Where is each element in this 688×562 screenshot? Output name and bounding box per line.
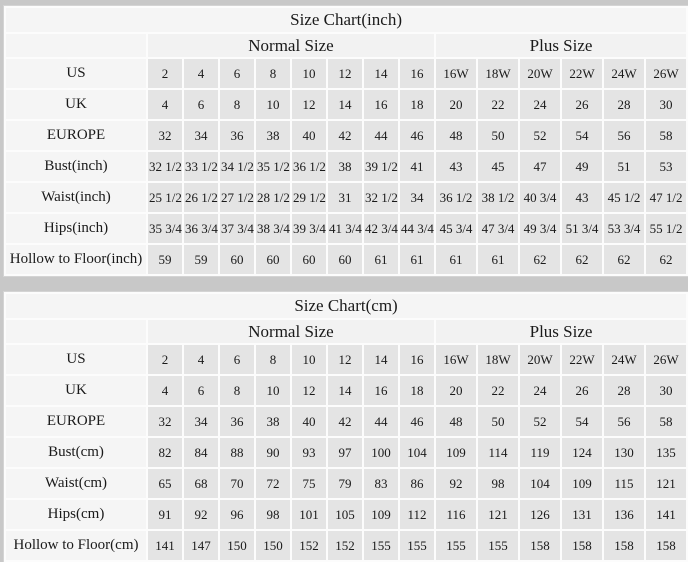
data-cell: 51 3/4	[562, 214, 602, 243]
data-cell: 14	[328, 376, 362, 405]
data-cell: 152	[292, 531, 326, 560]
table-row	[6, 152, 686, 181]
data-cell: 36	[220, 407, 254, 436]
data-cell: 54	[562, 407, 602, 436]
data-cell: 47 1/2	[646, 183, 686, 212]
size-chart-inch-table	[4, 6, 688, 276]
table-row	[6, 183, 686, 212]
data-cell: 26	[562, 90, 602, 119]
table-row	[6, 376, 686, 405]
size-chart-cm	[4, 292, 682, 562]
table-row	[6, 345, 686, 374]
data-cell: 40 3/4	[520, 183, 560, 212]
data-cell: 58	[646, 407, 686, 436]
data-cell: 43	[562, 183, 602, 212]
row-label: Hips(cm)	[6, 500, 146, 529]
data-cell: 79	[328, 469, 362, 498]
data-cell: 40	[292, 407, 326, 436]
data-cell: 20W	[520, 59, 560, 88]
data-cell: 38	[256, 407, 290, 436]
data-cell: 115	[604, 469, 644, 498]
data-cell: 68	[184, 469, 218, 498]
data-cell: 136	[604, 500, 644, 529]
data-cell: 50	[478, 121, 518, 150]
data-cell: 65	[148, 469, 182, 498]
data-cell: 18W	[478, 59, 518, 88]
data-cell: 34 1/2	[220, 152, 254, 181]
data-cell: 39 3/4	[292, 214, 326, 243]
data-cell: 36 3/4	[184, 214, 218, 243]
data-cell: 59	[148, 245, 182, 274]
chart-title: Size Chart(cm)	[6, 294, 686, 318]
data-cell: 105	[328, 500, 362, 529]
data-cell: 12	[328, 59, 362, 88]
data-cell: 14	[364, 345, 398, 374]
row-label: Waist(inch)	[6, 183, 146, 212]
data-cell: 6	[184, 90, 218, 119]
data-cell: 59	[184, 245, 218, 274]
data-cell: 37 3/4	[220, 214, 254, 243]
data-cell: 38	[328, 152, 362, 181]
table-row	[6, 531, 686, 560]
data-cell: 44	[364, 407, 398, 436]
data-cell: 60	[220, 245, 254, 274]
data-cell: 49	[562, 152, 602, 181]
row-label: US	[6, 59, 146, 88]
data-cell: 104	[400, 438, 434, 467]
data-cell: 45 1/2	[604, 183, 644, 212]
data-cell: 155	[478, 531, 518, 560]
data-cell: 141	[148, 531, 182, 560]
data-cell: 39 1/2	[364, 152, 398, 181]
data-cell: 16W	[436, 59, 476, 88]
corner-cell	[6, 320, 146, 343]
data-cell: 16W	[436, 345, 476, 374]
data-cell: 12	[328, 345, 362, 374]
data-cell: 130	[604, 438, 644, 467]
data-cell: 36 1/2	[292, 152, 326, 181]
row-label: Bust(inch)	[6, 152, 146, 181]
data-cell: 33 1/2	[184, 152, 218, 181]
data-cell: 4	[148, 376, 182, 405]
data-cell: 4	[184, 59, 218, 88]
data-cell: 26 1/2	[184, 183, 218, 212]
data-cell: 44	[364, 121, 398, 150]
data-cell: 34	[400, 183, 434, 212]
data-cell: 4	[184, 345, 218, 374]
data-cell: 56	[604, 121, 644, 150]
table-row	[6, 59, 686, 88]
row-label: Waist(cm)	[6, 469, 146, 498]
data-cell: 47 3/4	[478, 214, 518, 243]
data-cell: 30	[646, 90, 686, 119]
row-label: UK	[6, 376, 146, 405]
data-cell: 35 3/4	[148, 214, 182, 243]
data-cell: 112	[400, 500, 434, 529]
data-cell: 158	[520, 531, 560, 560]
data-cell: 44 3/4	[400, 214, 434, 243]
data-cell: 104	[520, 469, 560, 498]
data-cell: 155	[436, 531, 476, 560]
data-cell: 41	[400, 152, 434, 181]
data-cell: 10	[256, 376, 290, 405]
table-row	[6, 469, 686, 498]
data-cell: 12	[292, 376, 326, 405]
data-cell: 83	[364, 469, 398, 498]
data-cell: 20	[436, 376, 476, 405]
data-cell: 30	[646, 376, 686, 405]
data-cell: 42 3/4	[364, 214, 398, 243]
data-cell: 98	[256, 500, 290, 529]
data-cell: 55 1/2	[646, 214, 686, 243]
group-header-normal-size: Normal Size	[148, 320, 434, 343]
row-label: US	[6, 345, 146, 374]
data-cell: 86	[400, 469, 434, 498]
data-cell: 61	[478, 245, 518, 274]
data-cell: 6	[220, 59, 254, 88]
row-label: EUROPE	[6, 121, 146, 150]
group-header-normal-size: Normal Size	[148, 34, 434, 57]
data-cell: 48	[436, 121, 476, 150]
data-cell: 8	[256, 345, 290, 374]
data-cell: 2	[148, 59, 182, 88]
data-cell: 121	[478, 500, 518, 529]
data-cell: 53	[646, 152, 686, 181]
data-cell: 72	[256, 469, 290, 498]
data-cell: 92	[184, 500, 218, 529]
data-cell: 20	[436, 90, 476, 119]
data-cell: 158	[646, 531, 686, 560]
row-label: Hollow to Floor(cm)	[6, 531, 146, 560]
data-cell: 155	[364, 531, 398, 560]
data-cell: 8	[220, 90, 254, 119]
data-cell: 18	[400, 90, 434, 119]
data-cell: 75	[292, 469, 326, 498]
data-cell: 88	[220, 438, 254, 467]
data-cell: 54	[562, 121, 602, 150]
data-cell: 124	[562, 438, 602, 467]
table-row	[6, 438, 686, 467]
table-row	[6, 500, 686, 529]
data-cell: 62	[520, 245, 560, 274]
data-cell: 126	[520, 500, 560, 529]
data-cell: 10	[292, 59, 326, 88]
data-cell: 98	[478, 469, 518, 498]
data-cell: 41 3/4	[328, 214, 362, 243]
data-cell: 109	[436, 438, 476, 467]
data-cell: 38 1/2	[478, 183, 518, 212]
data-cell: 52	[520, 121, 560, 150]
data-cell: 12	[292, 90, 326, 119]
data-cell: 32 1/2	[364, 183, 398, 212]
data-cell: 158	[604, 531, 644, 560]
data-cell: 10	[292, 345, 326, 374]
data-cell: 97	[328, 438, 362, 467]
data-cell: 36 1/2	[436, 183, 476, 212]
data-cell: 114	[478, 438, 518, 467]
data-cell: 8	[256, 59, 290, 88]
data-cell: 49 3/4	[520, 214, 560, 243]
data-cell: 42	[328, 407, 362, 436]
data-cell: 22W	[562, 345, 602, 374]
data-cell: 38 3/4	[256, 214, 290, 243]
data-cell: 62	[562, 245, 602, 274]
data-cell: 34	[184, 407, 218, 436]
data-cell: 60	[328, 245, 362, 274]
data-cell: 27 1/2	[220, 183, 254, 212]
data-cell: 2	[148, 345, 182, 374]
data-cell: 8	[220, 376, 254, 405]
chart-title: Size Chart(inch)	[6, 8, 686, 32]
data-cell: 62	[604, 245, 644, 274]
data-cell: 96	[220, 500, 254, 529]
data-cell: 155	[400, 531, 434, 560]
data-cell: 150	[256, 531, 290, 560]
data-cell: 43	[436, 152, 476, 181]
data-cell: 82	[148, 438, 182, 467]
data-cell: 24W	[604, 59, 644, 88]
data-cell: 84	[184, 438, 218, 467]
table-row	[6, 407, 686, 436]
data-cell: 48	[436, 407, 476, 436]
data-cell: 31	[328, 183, 362, 212]
data-cell: 26W	[646, 59, 686, 88]
row-label: Hips(inch)	[6, 214, 146, 243]
data-cell: 16	[364, 376, 398, 405]
table-row	[6, 90, 686, 119]
data-cell: 121	[646, 469, 686, 498]
size-chart-inch	[4, 6, 682, 276]
data-cell: 51	[604, 152, 644, 181]
data-cell: 34	[184, 121, 218, 150]
data-cell: 22	[478, 376, 518, 405]
data-cell: 46	[400, 121, 434, 150]
data-cell: 25 1/2	[148, 183, 182, 212]
data-cell: 101	[292, 500, 326, 529]
data-cell: 38	[256, 121, 290, 150]
data-cell: 46	[400, 407, 434, 436]
data-cell: 58	[646, 121, 686, 150]
data-cell: 119	[520, 438, 560, 467]
row-label: UK	[6, 90, 146, 119]
data-cell: 24W	[604, 345, 644, 374]
data-cell: 42	[328, 121, 362, 150]
data-cell: 32	[148, 121, 182, 150]
data-cell: 100	[364, 438, 398, 467]
table-row	[6, 245, 686, 274]
row-label: Bust(cm)	[6, 438, 146, 467]
data-cell: 28 1/2	[256, 183, 290, 212]
data-cell: 61	[400, 245, 434, 274]
data-cell: 28	[604, 376, 644, 405]
data-cell: 50	[478, 407, 518, 436]
data-cell: 6	[184, 376, 218, 405]
data-cell: 47	[520, 152, 560, 181]
data-cell: 53 3/4	[604, 214, 644, 243]
data-cell: 6	[220, 345, 254, 374]
table-row	[6, 121, 686, 150]
data-cell: 147	[184, 531, 218, 560]
data-cell: 26W	[646, 345, 686, 374]
data-cell: 26	[562, 376, 602, 405]
data-cell: 61	[364, 245, 398, 274]
data-cell: 24	[520, 376, 560, 405]
data-cell: 22W	[562, 59, 602, 88]
table-row	[6, 214, 686, 243]
data-cell: 45 3/4	[436, 214, 476, 243]
data-cell: 18	[400, 376, 434, 405]
group-header-plus-size: Plus Size	[436, 34, 686, 57]
data-cell: 152	[328, 531, 362, 560]
row-label: EUROPE	[6, 407, 146, 436]
data-cell: 36	[220, 121, 254, 150]
data-cell: 4	[148, 90, 182, 119]
corner-cell	[6, 34, 146, 57]
size-chart-cm-table	[4, 292, 688, 562]
row-label: Hollow to Floor(inch)	[6, 245, 146, 274]
data-cell: 60	[256, 245, 290, 274]
data-cell: 52	[520, 407, 560, 436]
data-cell: 14	[364, 59, 398, 88]
data-cell: 131	[562, 500, 602, 529]
data-cell: 92	[436, 469, 476, 498]
data-cell: 93	[292, 438, 326, 467]
data-cell: 70	[220, 469, 254, 498]
data-cell: 29 1/2	[292, 183, 326, 212]
data-cell: 45	[478, 152, 518, 181]
data-cell: 109	[562, 469, 602, 498]
data-cell: 56	[604, 407, 644, 436]
data-cell: 91	[148, 500, 182, 529]
data-cell: 28	[604, 90, 644, 119]
data-cell: 32	[148, 407, 182, 436]
data-cell: 10	[256, 90, 290, 119]
data-cell: 20W	[520, 345, 560, 374]
data-cell: 32 1/2	[148, 152, 182, 181]
data-cell: 109	[364, 500, 398, 529]
data-cell: 16	[400, 345, 434, 374]
data-cell: 40	[292, 121, 326, 150]
data-cell: 61	[436, 245, 476, 274]
data-cell: 14	[328, 90, 362, 119]
data-cell: 16	[364, 90, 398, 119]
data-cell: 90	[256, 438, 290, 467]
data-cell: 60	[292, 245, 326, 274]
data-cell: 22	[478, 90, 518, 119]
data-cell: 116	[436, 500, 476, 529]
data-cell: 35 1/2	[256, 152, 290, 181]
data-cell: 158	[562, 531, 602, 560]
group-header-plus-size: Plus Size	[436, 320, 686, 343]
data-cell: 62	[646, 245, 686, 274]
data-cell: 141	[646, 500, 686, 529]
data-cell: 135	[646, 438, 686, 467]
data-cell: 18W	[478, 345, 518, 374]
data-cell: 150	[220, 531, 254, 560]
data-cell: 16	[400, 59, 434, 88]
data-cell: 24	[520, 90, 560, 119]
